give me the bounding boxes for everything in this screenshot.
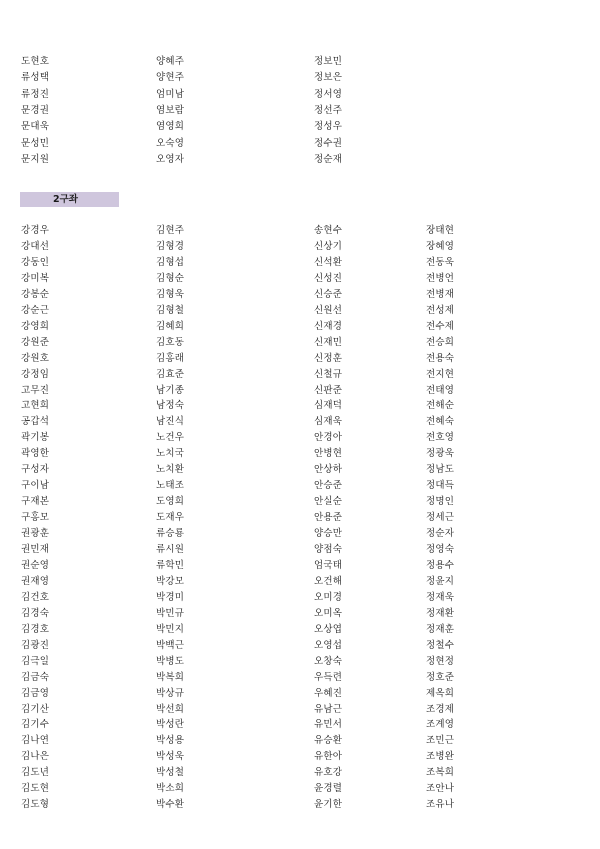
name-cell: 안승준 — [314, 480, 343, 492]
name-cell: 김기산 — [21, 703, 50, 715]
name-cell: 강원준 — [21, 336, 50, 348]
name-cell: 유민서 — [314, 719, 343, 731]
name-cell: 김현주 — [156, 225, 185, 236]
name-cell: 박성욱 — [156, 751, 185, 763]
name-cell: 송현수 — [314, 225, 343, 236]
list-row — [0, 414, 600, 430]
name-cell: 박상규 — [156, 687, 185, 699]
name-cell: 박병도 — [156, 655, 185, 667]
list-row — [0, 303, 600, 319]
list-row — [0, 670, 600, 686]
name-cell: 엄국태 — [314, 559, 343, 571]
list-row — [0, 136, 600, 152]
name-cell: 정호준 — [426, 671, 455, 683]
name-cell: 류성택 — [21, 72, 50, 84]
name-cell: 조계영 — [426, 719, 455, 731]
name-cell: 유승환 — [314, 735, 343, 747]
name-cell: 김나연 — [21, 735, 50, 747]
name-cell: 엄미남 — [156, 88, 185, 100]
list-row — [0, 446, 600, 462]
name-cell: 문경권 — [21, 104, 50, 116]
list-row — [0, 367, 600, 383]
name-cell: 안용준 — [314, 512, 343, 524]
list-row — [0, 319, 600, 335]
name-cell: 유호강 — [314, 767, 343, 779]
name-cell: 박경미 — [156, 591, 185, 603]
list-row — [0, 574, 600, 590]
list-row — [0, 103, 600, 119]
name-cell: 정광욱 — [426, 448, 455, 460]
name-cell: 정순자 — [426, 528, 455, 540]
name-cell: 김형철 — [156, 304, 185, 316]
name-cell: 조유나 — [426, 799, 455, 811]
name-cell: 강원호 — [21, 352, 50, 364]
name-cell: 구홍모 — [21, 512, 50, 524]
list-row — [0, 797, 600, 813]
name-cell: 조민근 — [426, 735, 455, 747]
name-cell: 정수권 — [314, 137, 343, 149]
name-cell: 도재우 — [156, 512, 185, 524]
name-cell: 구성자 — [21, 464, 50, 476]
list-row — [0, 702, 600, 718]
name-cell: 전병언 — [426, 272, 455, 284]
name-cell: 전지현 — [426, 368, 455, 380]
name-cell: 정보민 — [314, 56, 343, 67]
name-cell: 문대욱 — [21, 121, 50, 133]
list-row — [0, 430, 600, 446]
name-cell: 정선주 — [314, 104, 343, 116]
name-cell: 오건해 — [314, 575, 343, 587]
name-cell: 양혜주 — [156, 56, 185, 67]
name-cell: 김혜희 — [156, 320, 185, 332]
name-cell: 우혜진 — [314, 687, 343, 699]
name-cell: 전병재 — [426, 288, 455, 300]
list-row — [0, 686, 600, 702]
name-cell: 박민지 — [156, 623, 185, 635]
name-cell: 도영희 — [156, 496, 185, 508]
name-cell: 유남근 — [314, 703, 343, 715]
list-row — [0, 287, 600, 303]
name-cell: 정영숙 — [426, 544, 455, 555]
name-cell: 조병완 — [426, 751, 455, 763]
name-cell: 신재민 — [314, 336, 343, 348]
name-cell: 김형섭 — [156, 256, 185, 268]
name-cell: 정명인 — [426, 496, 455, 508]
name-cell: 조경제 — [426, 703, 455, 715]
list-row — [0, 351, 600, 367]
name-cell: 노태조 — [156, 480, 185, 492]
name-cell: 강봉순 — [21, 288, 50, 300]
name-cell: 전호영 — [426, 432, 455, 444]
name-cell: 박소희 — [156, 783, 185, 795]
name-cell: 고현희 — [21, 400, 50, 412]
name-cell: 전성제 — [426, 304, 455, 316]
name-cell: 신정훈 — [314, 352, 343, 364]
name-cell: 노건우 — [156, 432, 185, 444]
name-cell: 유한아 — [314, 751, 343, 763]
name-cell: 오상엽 — [314, 623, 343, 635]
name-cell: 남정숙 — [156, 400, 185, 412]
name-cell: 장태현 — [426, 225, 455, 236]
name-cell: 전혜숙 — [426, 416, 455, 428]
name-cell: 오미옥 — [314, 607, 343, 619]
name-cell: 김경숙 — [21, 607, 50, 619]
name-cell: 안병현 — [314, 448, 343, 460]
name-cell: 류학민 — [156, 559, 185, 571]
name-cell: 김형경 — [156, 240, 185, 252]
name-cell: 염보람 — [156, 104, 185, 116]
list-row — [0, 638, 600, 654]
name-cell: 정서영 — [314, 88, 343, 100]
name-cell: 전수제 — [426, 320, 455, 332]
section-title: 2구좌 — [53, 194, 78, 205]
name-cell: 정세근 — [426, 512, 455, 524]
name-cell: 정보은 — [314, 72, 343, 84]
name-cell: 문지원 — [21, 153, 50, 165]
name-cell: 장혜영 — [426, 240, 455, 252]
list-row — [0, 733, 600, 749]
list-row — [0, 717, 600, 733]
list-row — [0, 398, 600, 414]
name-cell: 박성용 — [156, 735, 185, 747]
name-cell: 전승희 — [426, 336, 455, 348]
name-cell: 신철규 — [314, 368, 343, 380]
name-cell: 정순재 — [314, 153, 343, 165]
list-row — [0, 383, 600, 399]
name-cell: 곽영한 — [21, 448, 50, 460]
name-cell: 박민규 — [156, 607, 185, 619]
name-cell: 도현호 — [21, 56, 50, 67]
section-header-2gujwa — [20, 192, 119, 207]
name-cell: 신상기 — [314, 240, 343, 252]
list-row — [0, 526, 600, 542]
name-cell: 권순영 — [21, 559, 50, 571]
list-row — [0, 152, 600, 168]
name-cell: 신승준 — [314, 288, 343, 300]
name-cell: 정성우 — [314, 121, 343, 133]
name-cell: 김경호 — [21, 623, 50, 635]
name-cell: 박백근 — [156, 639, 185, 651]
name-cell: 박성란 — [156, 719, 185, 731]
name-cell: 김극일 — [21, 655, 50, 667]
name-cell: 곽기봉 — [21, 432, 50, 444]
list-row — [0, 590, 600, 606]
name-cell: 문성민 — [21, 137, 50, 149]
name-cell: 노치환 — [156, 464, 185, 476]
name-cell: 조복희 — [426, 767, 455, 779]
name-cell: 김건호 — [21, 591, 50, 603]
name-cell: 전동욱 — [426, 256, 455, 268]
name-cell: 안상하 — [314, 464, 343, 476]
name-cell: 전태영 — [426, 384, 455, 396]
name-cell: 전용숙 — [426, 352, 455, 364]
name-cell: 류승룡 — [156, 528, 185, 540]
list-row — [0, 335, 600, 351]
name-cell: 박수환 — [156, 799, 185, 811]
name-cell: 강영희 — [21, 320, 50, 332]
list-row — [0, 271, 600, 287]
name-cell: 김도형 — [21, 799, 50, 811]
name-cell: 오미경 — [314, 591, 343, 603]
name-cell: 강순근 — [21, 304, 50, 316]
name-cell: 신원선 — [314, 304, 343, 316]
name-cell: 권광훈 — [21, 528, 50, 540]
list-row — [0, 542, 600, 558]
name-cell: 정철수 — [426, 639, 455, 651]
name-cell: 박선희 — [156, 703, 185, 715]
name-cell: 김호동 — [156, 336, 185, 348]
name-cell: 노치국 — [156, 448, 185, 460]
name-cell: 김도년 — [21, 767, 50, 779]
name-cell: 김형순 — [156, 272, 185, 284]
list-row — [0, 510, 600, 526]
list-row — [0, 223, 600, 239]
name-cell: 박성철 — [156, 767, 185, 779]
name-cell: 염영희 — [156, 121, 185, 133]
name-cell: 정남도 — [426, 464, 455, 476]
list-row — [0, 70, 600, 86]
list-row — [0, 654, 600, 670]
list-row — [0, 478, 600, 494]
name-cell: 공갑석 — [21, 416, 50, 428]
name-cell: 심재욱 — [314, 416, 343, 428]
name-cell: 김나은 — [21, 751, 50, 763]
name-cell: 정대득 — [426, 480, 455, 492]
name-cell: 안경아 — [314, 432, 343, 444]
name-cell: 양승만 — [314, 528, 343, 540]
name-cell: 류시원 — [156, 544, 185, 555]
name-cell: 구재본 — [21, 496, 50, 508]
name-cell: 정재훈 — [426, 623, 455, 635]
name-cell: 박복희 — [156, 671, 185, 683]
list-row — [0, 462, 600, 478]
name-cell: 남진식 — [156, 416, 185, 428]
list-row — [0, 239, 600, 255]
name-cell: 정현정 — [426, 655, 455, 667]
list-row — [0, 255, 600, 271]
name-cell: 오숙영 — [156, 137, 185, 149]
name-cell: 신판준 — [314, 384, 343, 396]
name-cell: 류정진 — [21, 88, 50, 100]
name-cell: 김기수 — [21, 719, 50, 731]
name-cell: 남기종 — [156, 384, 185, 396]
name-cell: 권재영 — [21, 575, 50, 587]
name-cell: 우득련 — [314, 671, 343, 683]
name-cell: 정재욱 — [426, 591, 455, 603]
name-cell: 오영자 — [156, 153, 185, 165]
name-cell: 신재경 — [314, 320, 343, 332]
name-cell: 강정임 — [21, 368, 50, 380]
name-cell: 강대선 — [21, 240, 50, 252]
list-row — [0, 558, 600, 574]
name-cell: 안실순 — [314, 496, 343, 508]
name-cell: 정용수 — [426, 559, 455, 571]
name-cell: 박강모 — [156, 575, 185, 587]
name-cell: 강미복 — [21, 272, 50, 284]
name-cell: 정윤지 — [426, 575, 455, 587]
name-cell: 전해순 — [426, 400, 455, 412]
name-cell: 윤경렬 — [314, 783, 343, 795]
name-cell: 제옥희 — [426, 687, 455, 699]
list-row — [0, 87, 600, 103]
name-cell: 오영섭 — [314, 639, 343, 651]
name-cell: 김도현 — [21, 783, 50, 795]
list-row — [0, 622, 600, 638]
list-row — [0, 119, 600, 135]
name-cell: 양현주 — [156, 72, 185, 84]
list-row — [0, 749, 600, 765]
name-cell: 구이남 — [21, 480, 50, 492]
name-cell: 김효준 — [156, 368, 185, 380]
list-row — [0, 54, 600, 70]
name-cell: 신석환 — [314, 256, 343, 268]
name-cell: 김홍래 — [156, 352, 185, 364]
name-cell: 김금숙 — [21, 671, 50, 683]
name-cell: 양점숙 — [314, 544, 343, 555]
name-cell: 권민재 — [21, 544, 50, 555]
list-row — [0, 781, 600, 797]
name-cell: 김광진 — [21, 639, 50, 651]
list-row — [0, 606, 600, 622]
name-cell: 김금영 — [21, 687, 50, 699]
name-cell: 심재덕 — [314, 400, 343, 412]
name-cell: 고무진 — [21, 384, 50, 396]
name-cell: 정재환 — [426, 607, 455, 619]
name-cell: 김형욱 — [156, 288, 185, 300]
name-cell: 윤기한 — [314, 799, 343, 811]
name-cell: 강경우 — [21, 225, 50, 236]
list-row — [0, 494, 600, 510]
name-cell: 조안나 — [426, 783, 455, 795]
name-cell: 오창숙 — [314, 655, 343, 667]
name-cell: 신성진 — [314, 272, 343, 284]
name-cell: 강동인 — [21, 256, 50, 268]
list-row — [0, 765, 600, 781]
